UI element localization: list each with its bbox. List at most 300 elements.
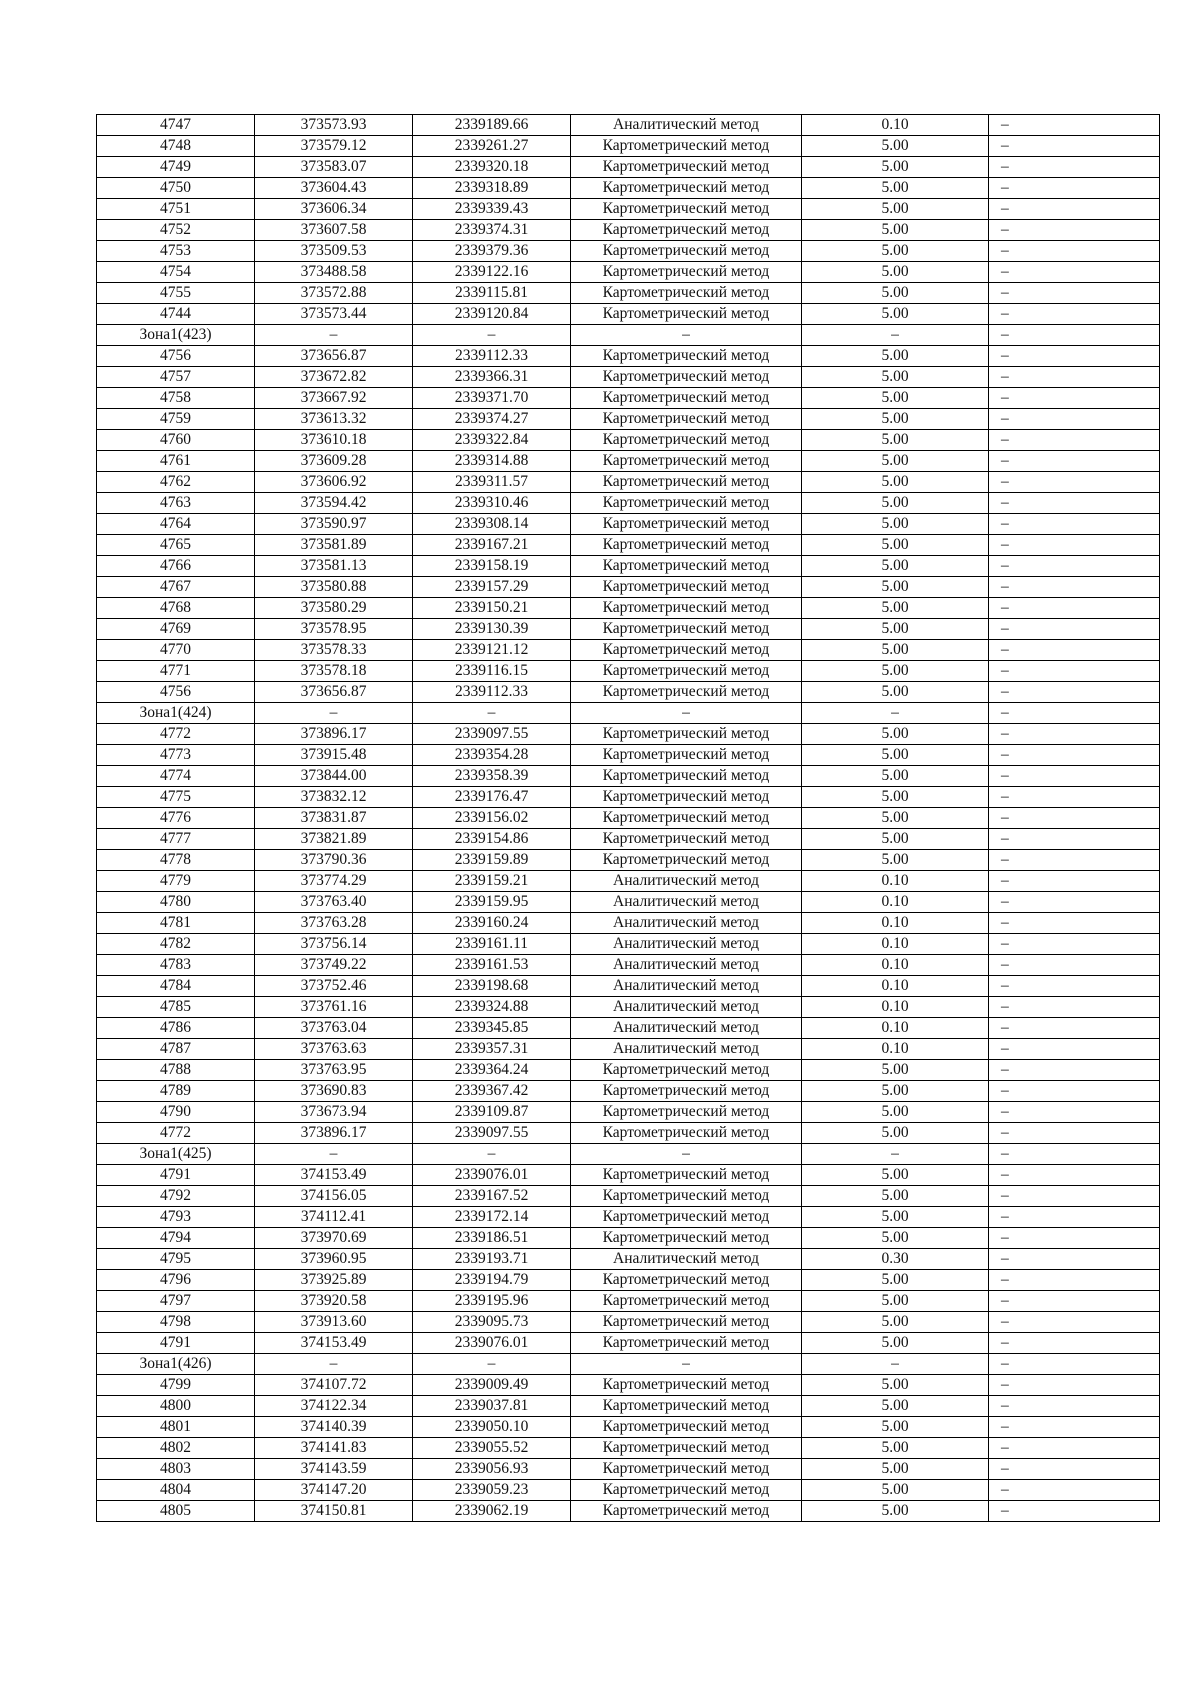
accuracy-cell: 0.10 (802, 892, 989, 913)
y-coordinate-cell: 2339308.14 (413, 514, 571, 535)
table-row (97, 199, 1160, 220)
zone-label-cell: Зона1(423) (97, 325, 255, 346)
note-cell: – (989, 1249, 1160, 1270)
x-coordinate-cell: 373960.95 (255, 1249, 413, 1270)
accuracy-cell: 5.00 (802, 556, 989, 577)
x-coordinate-cell: 373756.14 (255, 934, 413, 955)
note-cell: – (989, 619, 1160, 640)
note-cell: – (989, 1417, 1160, 1438)
note-cell: – (989, 1039, 1160, 1060)
note-cell: – (989, 304, 1160, 325)
table-row (97, 157, 1160, 178)
point-number-cell: 4775 (97, 787, 255, 808)
point-number-cell: 4744 (97, 304, 255, 325)
accuracy-cell: 5.00 (802, 1270, 989, 1291)
method-cell: Картометрический метод (571, 1060, 802, 1081)
x-coordinate-cell: 374153.49 (255, 1333, 413, 1354)
accuracy-cell: 0.10 (802, 1018, 989, 1039)
point-number-cell: 4764 (97, 514, 255, 535)
note-cell: – (989, 1123, 1160, 1144)
method-cell: Картометрический метод (571, 1081, 802, 1102)
accuracy-cell: 5.00 (802, 1480, 989, 1501)
accuracy-cell: 5.00 (802, 430, 989, 451)
method-cell: Картометрический метод (571, 1207, 802, 1228)
method-cell: – (571, 1354, 802, 1375)
method-cell: Картометрический метод (571, 535, 802, 556)
y-coordinate-cell: 2339357.31 (413, 1039, 571, 1060)
method-cell: Аналитический метод (571, 913, 802, 934)
table-row (97, 409, 1160, 430)
y-coordinate-cell: 2339320.18 (413, 157, 571, 178)
point-number-cell: 4791 (97, 1165, 255, 1186)
coordinates-table (96, 114, 1160, 1522)
table-row (97, 1501, 1160, 1522)
x-coordinate-cell: 373763.63 (255, 1039, 413, 1060)
table-row (97, 1249, 1160, 1270)
point-number-cell: 4801 (97, 1417, 255, 1438)
point-number-cell: 4779 (97, 871, 255, 892)
y-coordinate-cell: – (413, 703, 571, 724)
point-number-cell: 4800 (97, 1396, 255, 1417)
accuracy-cell: 5.00 (802, 472, 989, 493)
x-coordinate-cell: 374153.49 (255, 1165, 413, 1186)
accuracy-cell: 5.00 (802, 1123, 989, 1144)
accuracy-cell: 5.00 (802, 745, 989, 766)
accuracy-cell: 5.00 (802, 367, 989, 388)
x-coordinate-cell: 373610.18 (255, 430, 413, 451)
point-number-cell: 4793 (97, 1207, 255, 1228)
accuracy-cell: 5.00 (802, 514, 989, 535)
method-cell: Картометрический метод (571, 619, 802, 640)
method-cell: Аналитический метод (571, 892, 802, 913)
point-number-cell: 4761 (97, 451, 255, 472)
accuracy-cell: 5.00 (802, 1207, 989, 1228)
y-coordinate-cell: 2339122.16 (413, 262, 571, 283)
accuracy-cell: 5.00 (802, 1438, 989, 1459)
method-cell: Картометрический метод (571, 1270, 802, 1291)
point-number-cell: 4763 (97, 493, 255, 514)
method-cell: Картометрический метод (571, 1123, 802, 1144)
y-coordinate-cell: 2339374.31 (413, 220, 571, 241)
x-coordinate-cell: 374156.05 (255, 1186, 413, 1207)
note-cell: – (989, 220, 1160, 241)
point-number-cell: 4804 (97, 1480, 255, 1501)
table-row (97, 892, 1160, 913)
x-coordinate-cell: 373763.95 (255, 1060, 413, 1081)
note-cell: – (989, 808, 1160, 829)
point-number-cell: 4754 (97, 262, 255, 283)
x-coordinate-cell: 373509.53 (255, 241, 413, 262)
note-cell: – (989, 661, 1160, 682)
table-row (97, 220, 1160, 241)
x-coordinate-cell: 373896.17 (255, 1123, 413, 1144)
method-cell: Картометрический метод (571, 598, 802, 619)
y-coordinate-cell: 2339339.43 (413, 199, 571, 220)
accuracy-cell: 5.00 (802, 451, 989, 472)
point-number-cell: 4798 (97, 1312, 255, 1333)
table-row (97, 1081, 1160, 1102)
table-row (97, 766, 1160, 787)
point-number-cell: 4795 (97, 1249, 255, 1270)
x-coordinate-cell: 373896.17 (255, 724, 413, 745)
table-row (97, 262, 1160, 283)
note-cell: – (989, 1081, 1160, 1102)
note-cell: – (989, 976, 1160, 997)
point-number-cell: 4752 (97, 220, 255, 241)
note-cell: – (989, 1396, 1160, 1417)
note-cell: – (989, 703, 1160, 724)
accuracy-cell: 5.00 (802, 1165, 989, 1186)
x-coordinate-cell: 373606.92 (255, 472, 413, 493)
accuracy-cell: 5.00 (802, 1060, 989, 1081)
method-cell: Аналитический метод (571, 934, 802, 955)
y-coordinate-cell: 2339172.14 (413, 1207, 571, 1228)
accuracy-cell: – (802, 325, 989, 346)
accuracy-cell: 5.00 (802, 787, 989, 808)
note-cell: – (989, 787, 1160, 808)
method-cell: Картометрический метод (571, 178, 802, 199)
x-coordinate-cell: 374140.39 (255, 1417, 413, 1438)
note-cell: – (989, 1459, 1160, 1480)
y-coordinate-cell: 2339167.21 (413, 535, 571, 556)
note-cell: – (989, 682, 1160, 703)
y-coordinate-cell: 2339121.12 (413, 640, 571, 661)
table-row (97, 451, 1160, 472)
x-coordinate-cell: 374141.83 (255, 1438, 413, 1459)
point-number-cell: 4759 (97, 409, 255, 430)
x-coordinate-cell: 373790.36 (255, 850, 413, 871)
accuracy-cell: 5.00 (802, 535, 989, 556)
x-coordinate-cell: 373831.87 (255, 808, 413, 829)
table-row (97, 577, 1160, 598)
y-coordinate-cell: 2339056.93 (413, 1459, 571, 1480)
note-cell: – (989, 1375, 1160, 1396)
y-coordinate-cell: – (413, 1144, 571, 1165)
y-coordinate-cell: 2339097.55 (413, 724, 571, 745)
x-coordinate-cell: 373580.88 (255, 577, 413, 598)
accuracy-cell: – (802, 703, 989, 724)
note-cell: – (989, 430, 1160, 451)
table-row (97, 598, 1160, 619)
table-row (97, 1333, 1160, 1354)
y-coordinate-cell: 2339193.71 (413, 1249, 571, 1270)
table-row (97, 724, 1160, 745)
method-cell: Картометрический метод (571, 1102, 802, 1123)
method-cell: Картометрический метод (571, 199, 802, 220)
point-number-cell: 4757 (97, 367, 255, 388)
x-coordinate-cell: 373604.43 (255, 178, 413, 199)
y-coordinate-cell: 2339364.24 (413, 1060, 571, 1081)
table-row (97, 388, 1160, 409)
y-coordinate-cell: 2339314.88 (413, 451, 571, 472)
x-coordinate-cell: – (255, 1144, 413, 1165)
accuracy-cell: 5.00 (802, 1228, 989, 1249)
note-cell: – (989, 745, 1160, 766)
zone-label-cell: Зона1(426) (97, 1354, 255, 1375)
zone-header-row (97, 1144, 1160, 1165)
point-number-cell: 4789 (97, 1081, 255, 1102)
method-cell: Картометрический метод (571, 1459, 802, 1480)
y-coordinate-cell: 2339120.84 (413, 304, 571, 325)
point-number-cell: 4786 (97, 1018, 255, 1039)
y-coordinate-cell: 2339310.46 (413, 493, 571, 514)
point-number-cell: 4773 (97, 745, 255, 766)
accuracy-cell: 5.00 (802, 1081, 989, 1102)
method-cell: Картометрический метод (571, 304, 802, 325)
note-cell: – (989, 1438, 1160, 1459)
accuracy-cell: 0.10 (802, 955, 989, 976)
x-coordinate-cell: 373581.89 (255, 535, 413, 556)
accuracy-cell: 5.00 (802, 1459, 989, 1480)
note-cell: – (989, 409, 1160, 430)
method-cell: Картометрический метод (571, 1501, 802, 1522)
method-cell: Аналитический метод (571, 976, 802, 997)
table-row (97, 535, 1160, 556)
accuracy-cell: 5.00 (802, 304, 989, 325)
accuracy-cell: 0.30 (802, 1249, 989, 1270)
table-row (97, 997, 1160, 1018)
y-coordinate-cell: 2339367.42 (413, 1081, 571, 1102)
table-row (97, 1018, 1160, 1039)
note-cell: – (989, 556, 1160, 577)
x-coordinate-cell: 373774.29 (255, 871, 413, 892)
note-cell: – (989, 388, 1160, 409)
y-coordinate-cell: 2339159.89 (413, 850, 571, 871)
table-row (97, 934, 1160, 955)
table-row (97, 472, 1160, 493)
method-cell: Картометрический метод (571, 157, 802, 178)
method-cell: Аналитический метод (571, 115, 802, 136)
method-cell: Картометрический метод (571, 1165, 802, 1186)
y-coordinate-cell: 2339130.39 (413, 619, 571, 640)
accuracy-cell: 5.00 (802, 598, 989, 619)
zone-header-row (97, 325, 1160, 346)
x-coordinate-cell: 373572.88 (255, 283, 413, 304)
point-number-cell: 4776 (97, 808, 255, 829)
y-coordinate-cell: 2339374.27 (413, 409, 571, 430)
point-number-cell: 4767 (97, 577, 255, 598)
y-coordinate-cell: 2339150.21 (413, 598, 571, 619)
accuracy-cell: 0.10 (802, 976, 989, 997)
x-coordinate-cell: 373583.07 (255, 157, 413, 178)
point-number-cell: 4766 (97, 556, 255, 577)
point-number-cell: 4770 (97, 640, 255, 661)
accuracy-cell: 5.00 (802, 220, 989, 241)
x-coordinate-cell: 373763.04 (255, 1018, 413, 1039)
x-coordinate-cell: 373578.18 (255, 661, 413, 682)
table-row (97, 808, 1160, 829)
note-cell: – (989, 136, 1160, 157)
point-number-cell: 4755 (97, 283, 255, 304)
y-coordinate-cell: 2339318.89 (413, 178, 571, 199)
x-coordinate-cell: 374122.34 (255, 1396, 413, 1417)
table-row (97, 787, 1160, 808)
accuracy-cell: 5.00 (802, 724, 989, 745)
accuracy-cell: 5.00 (802, 1417, 989, 1438)
method-cell: Картометрический метод (571, 388, 802, 409)
table-row (97, 346, 1160, 367)
method-cell: Картометрический метод (571, 724, 802, 745)
point-number-cell: 4756 (97, 682, 255, 703)
note-cell: – (989, 850, 1160, 871)
note-cell: – (989, 829, 1160, 850)
y-coordinate-cell: 2339059.23 (413, 1480, 571, 1501)
point-number-cell: 4787 (97, 1039, 255, 1060)
accuracy-cell: 5.00 (802, 577, 989, 598)
point-number-cell: 4788 (97, 1060, 255, 1081)
x-coordinate-cell: 373761.16 (255, 997, 413, 1018)
x-coordinate-cell: 374143.59 (255, 1459, 413, 1480)
method-cell: Картометрический метод (571, 1417, 802, 1438)
y-coordinate-cell: 2339189.66 (413, 115, 571, 136)
method-cell: Картометрический метод (571, 220, 802, 241)
y-coordinate-cell: 2339194.79 (413, 1270, 571, 1291)
x-coordinate-cell: 373594.42 (255, 493, 413, 514)
y-coordinate-cell: 2339345.85 (413, 1018, 571, 1039)
point-number-cell: 4756 (97, 346, 255, 367)
x-coordinate-cell: 373763.40 (255, 892, 413, 913)
accuracy-cell: 0.10 (802, 934, 989, 955)
x-coordinate-cell: 373915.48 (255, 745, 413, 766)
table-row (97, 1396, 1160, 1417)
method-cell: Картометрический метод (571, 241, 802, 262)
y-coordinate-cell: 2339261.27 (413, 136, 571, 157)
y-coordinate-cell: 2339322.84 (413, 430, 571, 451)
y-coordinate-cell: 2339095.73 (413, 1312, 571, 1333)
point-number-cell: 4774 (97, 766, 255, 787)
y-coordinate-cell: 2339157.29 (413, 577, 571, 598)
accuracy-cell: – (802, 1354, 989, 1375)
method-cell: Картометрический метод (571, 640, 802, 661)
y-coordinate-cell: 2339311.57 (413, 472, 571, 493)
x-coordinate-cell: 373581.13 (255, 556, 413, 577)
point-number-cell: 4782 (97, 934, 255, 955)
note-cell: – (989, 115, 1160, 136)
method-cell: Картометрический метод (571, 283, 802, 304)
y-coordinate-cell: 2339371.70 (413, 388, 571, 409)
accuracy-cell: 5.00 (802, 136, 989, 157)
point-number-cell: 4784 (97, 976, 255, 997)
accuracy-cell: 5.00 (802, 1186, 989, 1207)
x-coordinate-cell: 373580.29 (255, 598, 413, 619)
point-number-cell: 4790 (97, 1102, 255, 1123)
table-row (97, 1438, 1160, 1459)
note-cell: – (989, 1060, 1160, 1081)
method-cell: Картометрический метод (571, 829, 802, 850)
table-row (97, 241, 1160, 262)
table-row (97, 304, 1160, 325)
table-row (97, 514, 1160, 535)
note-cell: – (989, 892, 1160, 913)
x-coordinate-cell: – (255, 1354, 413, 1375)
note-cell: – (989, 1228, 1160, 1249)
point-number-cell: 4792 (97, 1186, 255, 1207)
point-number-cell: 4794 (97, 1228, 255, 1249)
x-coordinate-cell: 373763.28 (255, 913, 413, 934)
x-coordinate-cell: 373606.34 (255, 199, 413, 220)
note-cell: – (989, 1207, 1160, 1228)
point-number-cell: 4791 (97, 1333, 255, 1354)
coordinates-table-body (97, 115, 1160, 1522)
table-row (97, 556, 1160, 577)
method-cell: Картометрический метод (571, 1438, 802, 1459)
method-cell: Картометрический метод (571, 787, 802, 808)
method-cell: Картометрический метод (571, 136, 802, 157)
table-row (97, 136, 1160, 157)
x-coordinate-cell: 373656.87 (255, 682, 413, 703)
table-row (97, 1207, 1160, 1228)
accuracy-cell: 5.00 (802, 388, 989, 409)
zone-header-row (97, 1354, 1160, 1375)
note-cell: – (989, 1018, 1160, 1039)
method-cell: Картометрический метод (571, 262, 802, 283)
note-cell: – (989, 472, 1160, 493)
method-cell: Картометрический метод (571, 577, 802, 598)
y-coordinate-cell: 2339161.11 (413, 934, 571, 955)
method-cell: – (571, 1144, 802, 1165)
x-coordinate-cell: 373925.89 (255, 1270, 413, 1291)
note-cell: – (989, 913, 1160, 934)
note-cell: – (989, 1102, 1160, 1123)
point-number-cell: 4758 (97, 388, 255, 409)
accuracy-cell: 5.00 (802, 850, 989, 871)
point-number-cell: 4799 (97, 1375, 255, 1396)
x-coordinate-cell: 373920.58 (255, 1291, 413, 1312)
accuracy-cell: 5.00 (802, 493, 989, 514)
point-number-cell: 4778 (97, 850, 255, 871)
method-cell: Картометрический метод (571, 661, 802, 682)
note-cell: – (989, 1291, 1160, 1312)
y-coordinate-cell: 2339186.51 (413, 1228, 571, 1249)
note-cell: – (989, 577, 1160, 598)
x-coordinate-cell: 373607.58 (255, 220, 413, 241)
table-row (97, 367, 1160, 388)
point-number-cell: 4805 (97, 1501, 255, 1522)
x-coordinate-cell: 373667.92 (255, 388, 413, 409)
x-coordinate-cell: 373488.58 (255, 262, 413, 283)
note-cell: – (989, 451, 1160, 472)
note-cell: – (989, 493, 1160, 514)
method-cell: Картометрический метод (571, 346, 802, 367)
note-cell: – (989, 157, 1160, 178)
x-coordinate-cell: 373913.60 (255, 1312, 413, 1333)
point-number-cell: 4772 (97, 724, 255, 745)
note-cell: – (989, 1333, 1160, 1354)
table-row (97, 1102, 1160, 1123)
accuracy-cell: 5.00 (802, 661, 989, 682)
y-coordinate-cell: 2339324.88 (413, 997, 571, 1018)
method-cell: Картометрический метод (571, 409, 802, 430)
x-coordinate-cell: 374147.20 (255, 1480, 413, 1501)
y-coordinate-cell: 2339176.47 (413, 787, 571, 808)
x-coordinate-cell: 373613.32 (255, 409, 413, 430)
note-cell: – (989, 178, 1160, 199)
note-cell: – (989, 934, 1160, 955)
note-cell: – (989, 262, 1160, 283)
y-coordinate-cell: 2339112.33 (413, 346, 571, 367)
y-coordinate-cell: 2339050.10 (413, 1417, 571, 1438)
x-coordinate-cell: 374150.81 (255, 1501, 413, 1522)
point-number-cell: 4785 (97, 997, 255, 1018)
note-cell: – (989, 1144, 1160, 1165)
method-cell: Картометрический метод (571, 430, 802, 451)
x-coordinate-cell: 373844.00 (255, 766, 413, 787)
y-coordinate-cell: 2339167.52 (413, 1186, 571, 1207)
accuracy-cell: 5.00 (802, 262, 989, 283)
accuracy-cell: 5.00 (802, 241, 989, 262)
method-cell: Картометрический метод (571, 514, 802, 535)
point-number-cell: 4772 (97, 1123, 255, 1144)
